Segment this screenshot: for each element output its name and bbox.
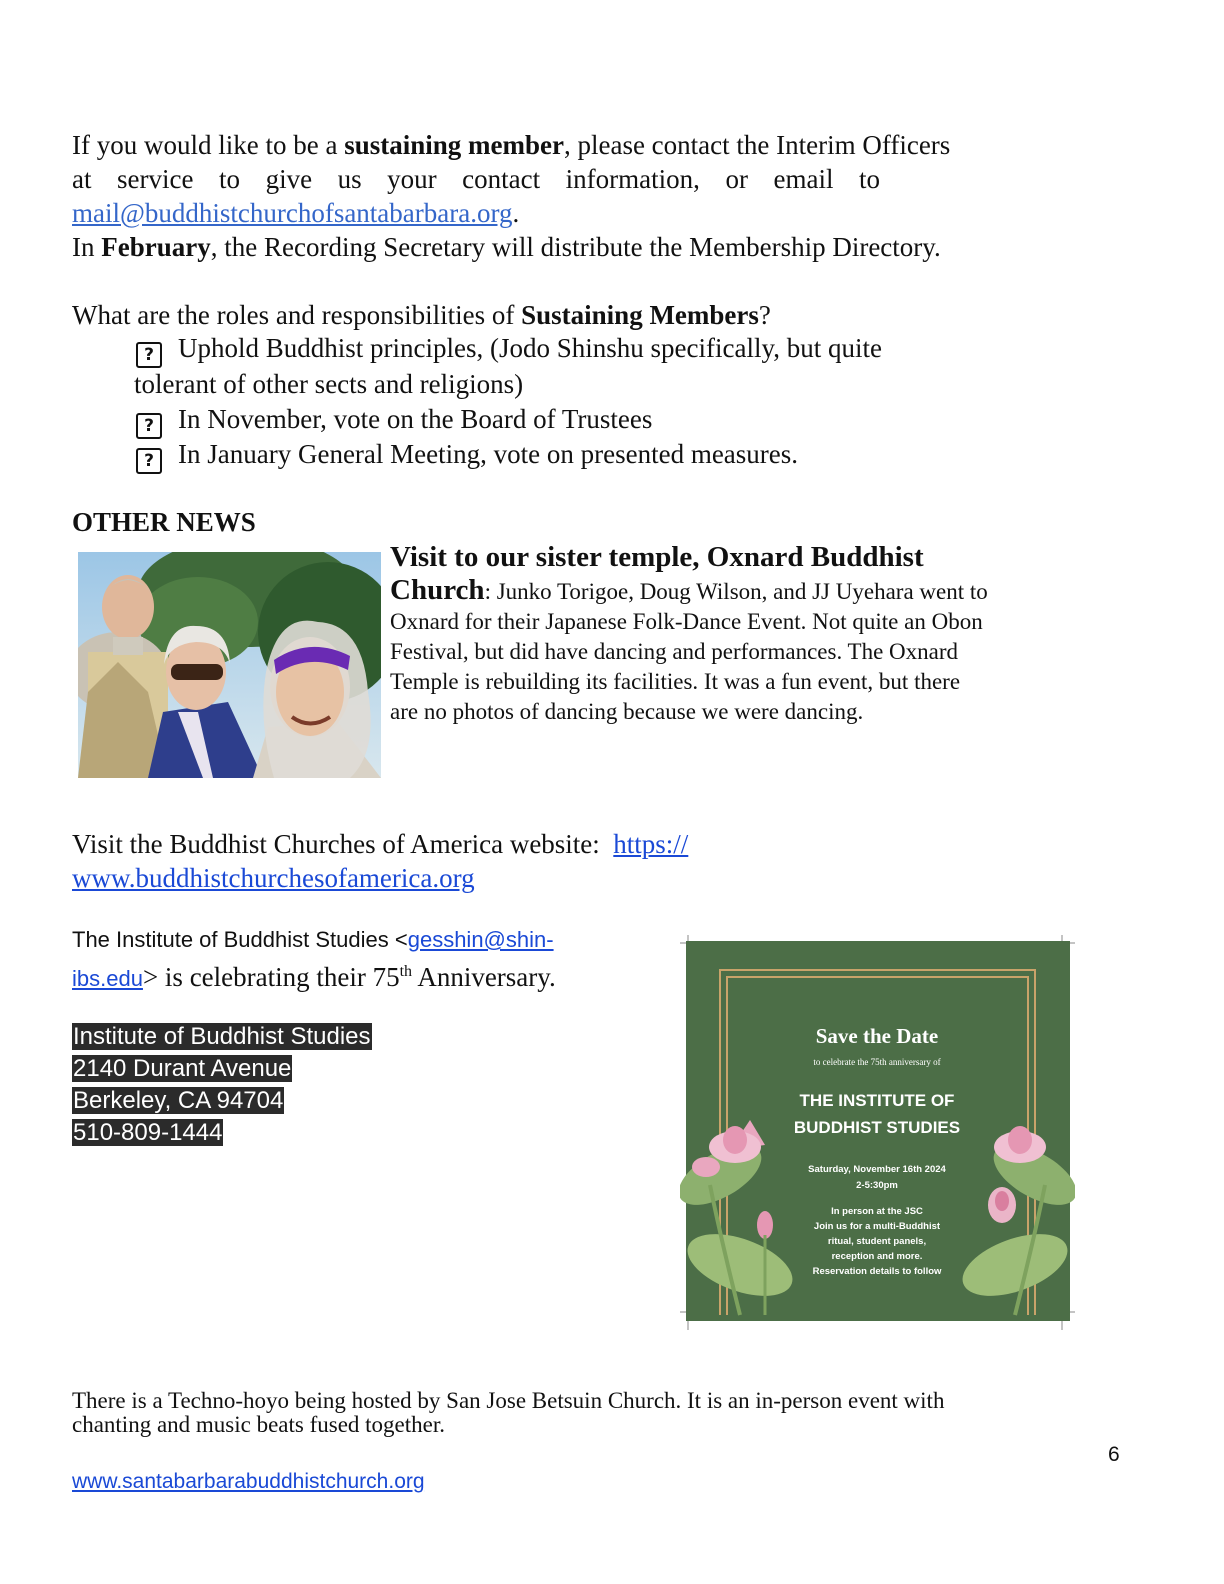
photo-illustration [78,552,381,778]
roles-item-text: In November, vote on the Board of Trustees [178,404,653,434]
ibs-email-link[interactable]: gesshin@shin- [407,927,554,952]
bca-text: Visit the Buddhist Churches of America website: [72,829,614,859]
missing-glyph-icon: ? [136,342,162,368]
address-line: Institute of Buddhist Studies [73,1023,371,1050]
visit-body-line: are no photos of dancing because we were dancing. [390,699,864,724]
flyer-detail: reception and more. [831,1251,923,1262]
february-text: , the Recording Secretary will distribute the Membership Directory. [210,232,941,262]
save-the-date-flyer [680,935,1075,1330]
membership-bold: sustaining member [344,130,564,160]
word: to [858,164,880,194]
word: information, [565,164,700,194]
flyer-graphic [680,935,1075,1330]
page-number: 6 [1108,1443,1120,1466]
ibs-text: The Institute of Buddhist Studies < [72,927,408,952]
flyer-detail: Join us for a multi-Buddhist [813,1221,941,1232]
membership-text: If you would like to be a [72,130,345,160]
visit-body-line: Festival, but did have dancing and performances. The Oxnard [390,639,959,664]
visit-body-line: Temple is rebuilding its facilities. It was a fun event, but there [390,669,961,694]
visit-body-text: : Junko Torigoe, Doug Wilson, and JJ Uyehara went to [484,579,988,604]
word: contact [462,164,541,194]
ibs-line-2 [72,956,556,995]
ibs-superscript: th [399,963,413,980]
ibs-text: > is celebrating their 75 [142,962,400,992]
footer-website [72,1470,425,1494]
ibs-line-1 [72,926,554,954]
membership-line-2 [72,162,880,196]
visit-title: Visit to our sister temple, Oxnard Buddhist [390,541,924,573]
word: service [117,164,194,194]
ibs-address [72,1021,372,1149]
website-link[interactable]: www.santabarbarabuddhistchurch.org [72,1470,425,1493]
february-text: In [72,232,102,262]
roles-item-continuation [134,367,523,402]
membership-line-3 [72,196,519,230]
word: email [773,164,834,194]
flyer-org-line: BUDDHIST STUDIES [793,1118,961,1137]
ibs-text: Anniversary. [412,962,556,992]
word: your [387,164,437,194]
february-bold: February [101,232,211,262]
missing-glyph-icon: ? [136,448,162,474]
roles-item-text: Uphold Buddhist principles, (Jodo Shinshu specifically, but quite [178,333,882,363]
bca-link[interactable]: www.buddhistchurchesofamerica.org [72,863,475,893]
word: or [725,164,748,194]
flyer-detail: In person at the JSC [831,1206,923,1217]
roles-item-text: tolerant of other sects and religions) [134,369,524,399]
other-news-heading: OTHER NEWS [72,507,256,537]
roles-item-text: In January General Meeting, vote on presented measures. [178,439,799,469]
bca-line-2 [72,861,475,895]
flyer-detail: Reservation details to follow [812,1266,942,1277]
roles-question-mark: ? [758,300,771,330]
february-line [72,230,941,264]
period: . [512,198,520,228]
roles-question [72,298,771,332]
missing-glyph-icon: ? [136,413,162,439]
ibs-email-link[interactable]: ibs.edu [72,966,143,991]
address-line: 2140 Durant Avenue [73,1055,292,1082]
flyer-org-line: THE INSTITUTE OF [799,1091,955,1110]
flyer-title: Save the Date [815,1024,939,1048]
word: us [337,164,362,194]
roles-item [136,437,798,474]
roles-question-bold: Sustaining Members [521,300,759,330]
bca-line [72,827,688,861]
flyer-date: Saturday, November 16th 2024 [808,1164,946,1175]
email-link[interactable]: mail@buddhistchurchofsantabarbara.org [72,198,513,228]
techno-hoyo-line: chanting and music beats fused together. [72,1412,446,1437]
flyer-detail: ritual, student panels, [827,1236,927,1247]
word: at [72,164,92,194]
membership-text: , please contact the Interim Officers [563,130,951,160]
roles-item [136,331,882,368]
bca-link[interactable]: https:// [613,829,689,859]
visit-body-first-line [390,574,988,607]
selfie-photo [78,552,381,778]
word: give [265,164,313,194]
word: to [219,164,241,194]
roles-item [136,402,652,439]
address-line: Berkeley, CA 94704 [73,1087,284,1114]
visit-title-continued: Church [390,574,485,606]
visit-body-line: Oxnard for their Japanese Folk-Dance Event. Not quite an Obon [390,609,983,634]
flyer-time: 2-5:30pm [856,1180,898,1191]
address-line: 510-809-1444 [73,1119,223,1146]
techno-hoyo-line: There is a Techno-hoyo being hosted by San Jose Betsuin Church. It is an in-person event with [72,1388,945,1413]
flyer-subtitle: to celebrate the 75th anniversary of [813,1057,941,1067]
roles-question-text: What are the roles and responsibilities of [72,300,522,330]
membership-line-1 [72,128,950,162]
